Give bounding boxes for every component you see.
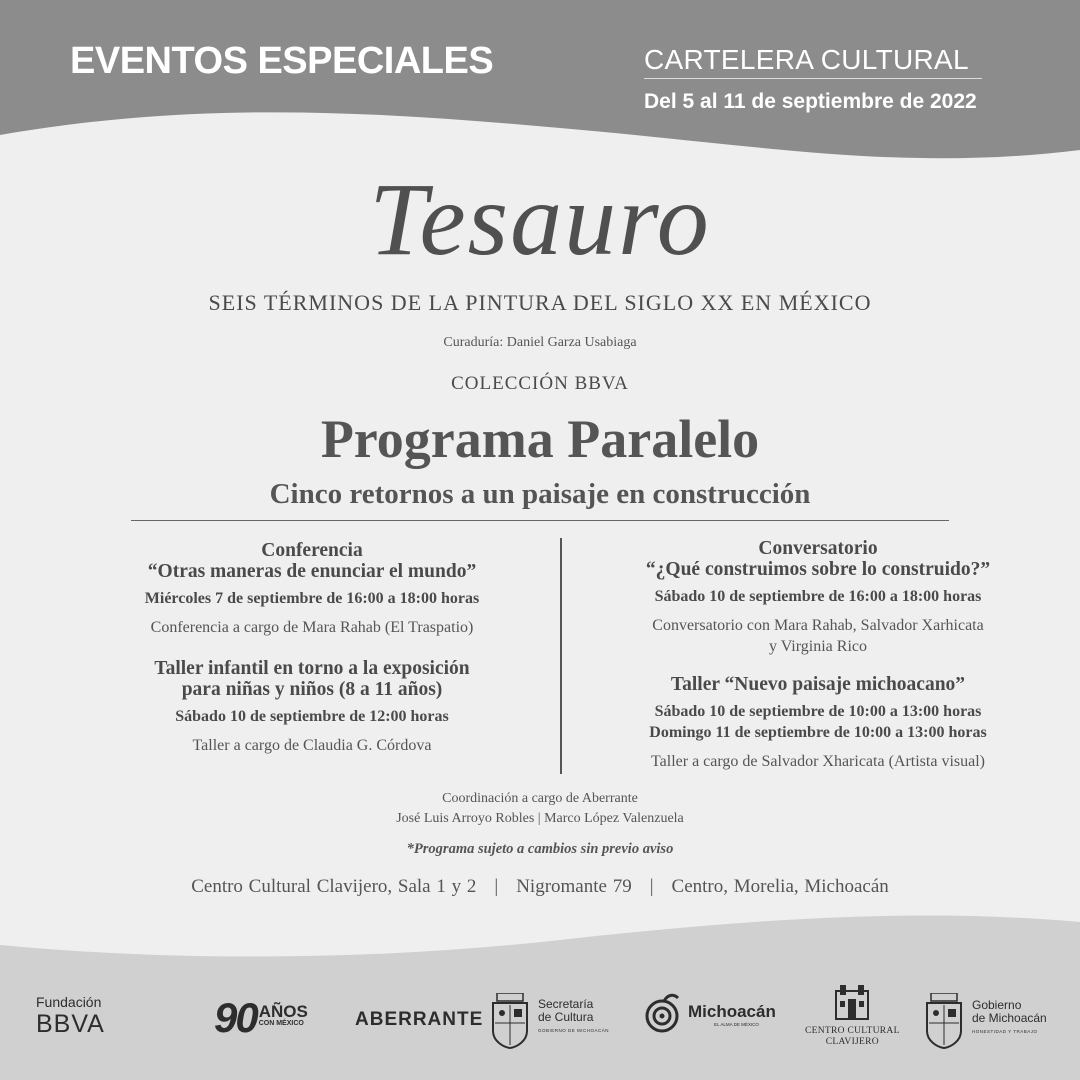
aberrante-logo: ABERRANTE (355, 1009, 484, 1030)
gobierno-michoacan-logo: Gobierno de Michoacán HONESTIDAD Y TRABAJO (972, 998, 1047, 1034)
event-type: Taller infantil en torno a la exposición (154, 658, 470, 679)
cartelera-label: CARTELERA CULTURAL (644, 44, 969, 75)
exhibition-subtitle: SEIS TÉRMINOS DE LA PINTURA DEL SIGLO XX EN MÉXICO (208, 290, 872, 315)
venue-separator: | (649, 876, 654, 897)
disclaimer: *Programa sujeto a cambios sin previo aviso (406, 841, 674, 857)
events-right-column (590, 538, 1046, 772)
footer-wave-shape (0, 900, 1080, 1080)
event-taller-paisaje (590, 674, 1046, 772)
column-divider (560, 538, 562, 774)
gobierno-shield-icon (925, 993, 963, 1049)
event-name: “Otras maneras de enunciar el mundo” (147, 561, 477, 582)
coordination-line: Coordinación a cargo de Aberrante (442, 791, 638, 806)
date-range: Del 5 al 11 de septiembre de 2022 (644, 90, 977, 113)
event-date: Sábado 10 de septiembre de 10:00 a 13:00 horas (654, 703, 982, 720)
event-date-2: Domingo 11 de septiembre de 10:00 a 13:00 horas (649, 724, 987, 741)
event-conferencia (100, 540, 524, 638)
clavijero-building-icon (832, 985, 872, 1021)
event-taller-infantil (100, 658, 524, 756)
program-subtitle: Cinco retornos a un paisaje en construcción (269, 478, 811, 510)
event-note-cont: y Virginia Rico (769, 638, 867, 655)
event-type: Taller “Nuevo paisaje michoacano” (670, 674, 966, 695)
program-divider (131, 520, 949, 521)
event-name: para niñas y niños (8 a 11 años) (181, 679, 443, 700)
events-left-column (100, 540, 524, 756)
michoacan-swirl-icon (642, 992, 684, 1036)
venue-city: Centro, Morelia, Michoacán (671, 876, 889, 897)
venue-line (0, 876, 1080, 898)
curator-credit: Curaduría: Daniel Garza Usabiaga (443, 335, 637, 350)
venue-address: Nigromante 79 (516, 876, 632, 897)
secretaria-cultura-logo: Secretaría de Cultura GOBIERNO DE MICHOACÁN (538, 997, 610, 1033)
event-conversatorio (590, 538, 1046, 657)
exhibition-title: Tesauro (369, 162, 711, 277)
venue-place: Centro Cultural Clavijero, Sala 1 y 2 (191, 876, 477, 897)
fundacion-bbva-logo: Fundación BBVA (36, 994, 105, 1038)
header-divider (644, 78, 982, 79)
event-date: Sábado 10 de septiembre de 16:00 a 18:00 horas (654, 588, 982, 605)
event-date: Sábado 10 de septiembre de 12:00 horas (175, 708, 449, 725)
centro-cultural-clavijero-logo: CENTRO CULTURAL CLAVIJERO (805, 985, 900, 1048)
ninety-years-logo: 90 AÑOS CON MÉXICO (214, 994, 308, 1041)
event-note: Conferencia a cargo de Mara Rahab (El Traspatio) (150, 619, 474, 636)
michoacan-logo: Michoacán EL ALMA DE MÉXICO (642, 992, 776, 1036)
event-note: Conversatorio con Mara Rahab, Salvador Xarhicata (652, 617, 984, 634)
event-date: Miércoles 7 de septiembre de 16:00 a 18:00 horas (144, 590, 480, 607)
cultura-shield-icon (491, 993, 529, 1049)
collection-label: COLECCIÓN BBVA (451, 373, 629, 394)
event-name: “¿Qué construimos sobre lo construido?” (645, 559, 991, 580)
footer-band (0, 900, 1080, 1080)
event-type: Conferencia (261, 540, 363, 561)
header-band (0, 0, 1080, 180)
event-note: Taller a cargo de Salvador Xharicata (Artista visual) (651, 753, 985, 770)
venue-separator: | (494, 876, 499, 897)
program-title: Programa Paralelo (320, 409, 760, 469)
event-type: Conversatorio (758, 538, 878, 559)
coordination-names: José Luis Arroyo Robles | Marco López Valenzuela (396, 811, 684, 826)
event-note: Taller a cargo de Claudia G. Córdova (192, 737, 432, 754)
section-title: EVENTOS ESPECIALES (70, 40, 494, 82)
